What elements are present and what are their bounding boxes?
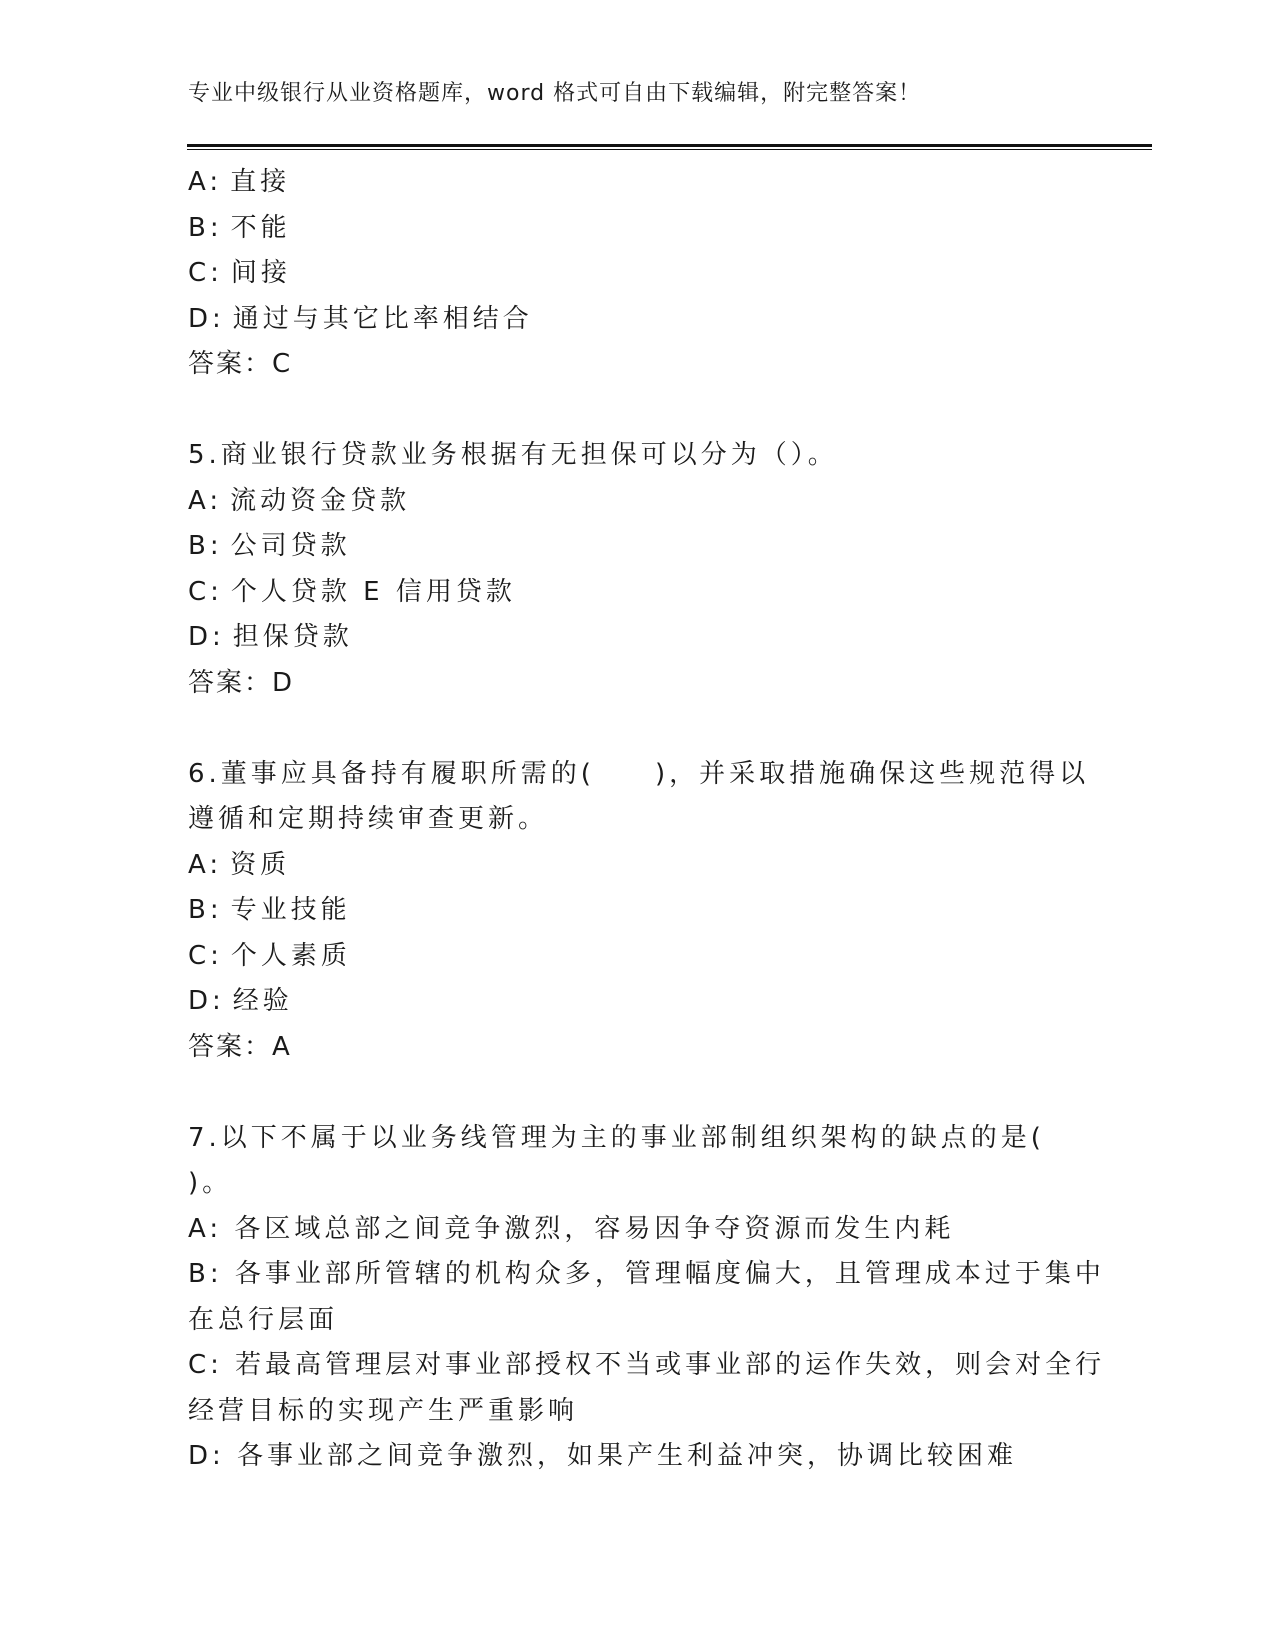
spacer: [188, 1070, 1088, 1116]
answer-line: 答案：C: [188, 349, 293, 379]
option-c: C: 个人贷款 E 信用贷款: [188, 576, 516, 607]
option-b: B: 公司贷款: [188, 531, 351, 561]
question-content: [188, 160, 1106, 1480]
option-a: A: 流动资金贷款: [188, 485, 411, 516]
option-b: B: 不能: [188, 212, 291, 243]
option-c-continued: 经营目标的实现产生严重影响: [188, 1395, 579, 1426]
option-a: A: 直接: [188, 167, 291, 197]
spacer: [188, 388, 1088, 434]
question-stem: 7.以下不属于以业务线管理为主的事业部制组织架构的缺点的是(: [188, 1122, 1045, 1153]
option-c: C: 个人素质: [188, 940, 351, 971]
option-d: D: 各事业部之间竞争激烈，如果产生利益冲突，协调比较困难: [188, 1441, 1018, 1471]
option-d: D: 经验: [188, 986, 293, 1016]
spacer: [188, 706, 1088, 752]
option-a: A: 各区域总部之间竞争激烈，容易因争夺资源而发生内耗: [188, 1213, 955, 1244]
option-d: D: 担保贷款: [188, 622, 353, 652]
answer-line: 答案：A: [188, 1031, 292, 1062]
header-divider: [187, 144, 1152, 150]
question-stem-continued: )。: [188, 1168, 233, 1198]
option-c: C: 间接: [188, 258, 291, 288]
option-b-continued: 在总行层面: [188, 1304, 339, 1335]
question-stem-continued: 遵循和定期持续审查更新。: [188, 804, 549, 834]
option-c: C: 若最高管理层对事业部授权不当或事业部的运作失效，则会对全行: [188, 1350, 1106, 1380]
option-b: B: 专业技能: [188, 895, 351, 925]
answer-line: 答案：D: [188, 667, 295, 698]
option-a: A: 资质: [188, 849, 291, 880]
question-stem: 6.董事应具备持有履职所需的( )，并采取措施确保这些规范得以: [188, 758, 1090, 789]
option-d: D: 通过与其它比率相结合: [188, 303, 533, 334]
question-stem: 5.商业银行贷款业务根据有无担保可以分为（）。: [188, 440, 838, 470]
option-b: B: 各事业部所管辖的机构众多，管理幅度偏大，且管理成本过于集中: [188, 1259, 1105, 1289]
page-header: 专业中级银行从业资格题库，word 格式可自由下载编辑，附完整答案！: [188, 81, 922, 106]
